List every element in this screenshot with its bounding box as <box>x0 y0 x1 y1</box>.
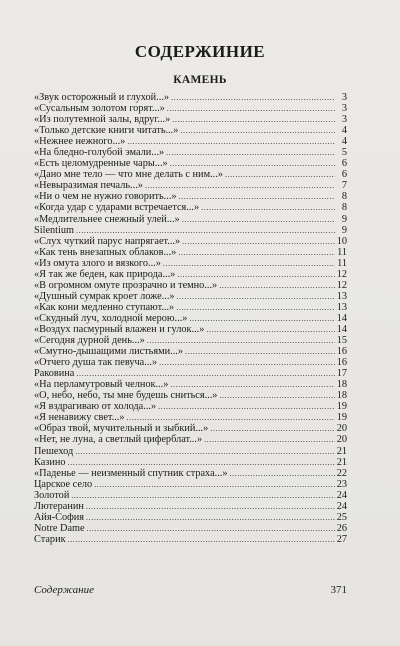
dot-leader <box>225 169 335 180</box>
dot-leader <box>71 490 334 501</box>
toc-entry-title: «Слух чуткий парус напрягает...» <box>34 235 181 247</box>
toc-entry-page: 4 <box>341 125 347 137</box>
toc-entry-title: Silentium <box>34 224 75 236</box>
dot-leader <box>179 191 335 202</box>
toc-entry-title: «Сусальным золотом горят...» <box>34 103 165 115</box>
toc-entry <box>34 147 347 158</box>
dot-leader <box>147 335 335 346</box>
toc-entry-title: «Образ твой, мучительный и зыбкий...» <box>34 423 209 435</box>
toc-entry <box>34 335 347 346</box>
toc-entry <box>34 191 347 202</box>
toc-entry-title: «Из полутемной залы, вдруг...» <box>34 114 171 126</box>
toc-entry-title: «Смутно-дышащими листьями...» <box>34 346 184 358</box>
toc-entry-page: 20 <box>336 423 347 435</box>
toc-entry-page: 3 <box>341 92 347 103</box>
toc-entry-page: 19 <box>336 412 347 424</box>
toc-entry <box>34 390 347 401</box>
toc-entry-page: 14 <box>336 312 347 324</box>
toc-entry-title: «Невыразимая печаль...» <box>34 180 143 192</box>
toc-entry <box>34 302 347 313</box>
dot-leader <box>166 147 335 158</box>
toc-entry-title: «Я вздрагиваю от холода...» <box>34 401 157 413</box>
toc-entry-title: Notre Dame <box>34 522 85 534</box>
dot-leader <box>219 280 335 291</box>
toc-entry-page: 7 <box>341 180 347 192</box>
toc-entry-page: 11 <box>337 246 347 258</box>
toc-entry <box>34 446 347 457</box>
dot-leader <box>158 401 335 412</box>
dot-leader <box>127 412 335 423</box>
dot-leader <box>170 158 335 169</box>
toc-entry <box>34 357 347 368</box>
toc-entry-title: «Паденье — неизменный спутник страха...» <box>34 467 228 479</box>
toc-entry-page: 17 <box>336 368 347 380</box>
toc-entry-title: «Скудный луч, холодной мерою...» <box>34 312 188 324</box>
toc-entry <box>34 225 347 236</box>
toc-entry-page: 3 <box>341 114 347 126</box>
dot-leader <box>163 258 335 269</box>
toc-entry <box>34 269 347 280</box>
dot-leader <box>177 291 335 302</box>
toc-entry-page: 18 <box>336 379 347 391</box>
toc-entry <box>34 523 347 534</box>
toc-entry <box>34 501 347 512</box>
toc-entry <box>34 423 347 434</box>
toc-entry-page: 10 <box>336 235 347 247</box>
dot-leader <box>176 302 334 313</box>
toc-entry-page: 23 <box>336 478 347 490</box>
dot-leader <box>75 446 334 457</box>
dot-leader <box>86 501 335 512</box>
toc-entry-title: «Как тень внезапных облаков...» <box>34 246 177 258</box>
toc-entry <box>34 346 347 357</box>
toc-entry <box>34 247 347 258</box>
toc-entry-title: Царское село <box>34 478 93 490</box>
toc-entry <box>34 103 347 114</box>
toc-entry-page: 20 <box>336 434 347 446</box>
toc-entry-page: 22 <box>336 467 347 479</box>
toc-entry-title: «Отчего душа так певуча...» <box>34 357 158 369</box>
running-footer-title: Содержание <box>34 584 95 596</box>
toc-entry-title: Старик <box>34 533 66 545</box>
toc-entry <box>34 479 347 490</box>
toc-entry <box>34 125 347 136</box>
toc-entry-title: Айя-София <box>34 511 85 523</box>
toc-entry-page: 9 <box>341 213 347 225</box>
dot-leader <box>182 236 335 247</box>
toc-entry <box>34 379 347 390</box>
toc-entry-title: «Медлительнее снежный улей...» <box>34 213 180 225</box>
dot-leader <box>171 92 335 103</box>
dot-leader <box>201 202 335 213</box>
toc-entry-title: «Душный сумрак кроет ложе...» <box>34 290 175 302</box>
toc-entry-title: «Есть целомудренные чары...» <box>34 158 168 170</box>
toc-entry-title: «Ни о чем не нужно говорить...» <box>34 191 177 203</box>
toc-entry-page: 27 <box>336 533 347 545</box>
page-title: СОДЕРЖИНИЕ <box>134 42 266 61</box>
dot-leader <box>180 125 335 136</box>
toc-entry-page: 16 <box>336 357 347 369</box>
toc-entry-page: 25 <box>336 511 347 523</box>
dot-leader <box>159 357 335 368</box>
toc-entry-page: 13 <box>336 301 347 313</box>
page-footer <box>34 584 347 596</box>
toc-entry <box>34 313 347 324</box>
toc-entry <box>34 412 347 423</box>
dot-leader <box>170 379 334 390</box>
dot-leader <box>167 103 335 114</box>
page-number: 371 <box>330 584 347 596</box>
toc-entry-title: «На бледно-голубой эмали...» <box>34 147 165 159</box>
dot-leader <box>206 324 334 335</box>
toc-entry-title: Казино <box>34 456 66 468</box>
toc-entry-page: 19 <box>336 401 347 413</box>
toc-entry <box>34 490 347 501</box>
toc-entry-page: 9 <box>341 224 347 236</box>
toc-entry <box>34 401 347 412</box>
toc-entry <box>34 180 347 191</box>
toc-entry-page: 24 <box>336 500 347 512</box>
toc-entry <box>34 434 347 445</box>
toc-entry-title: «Воздух пасмурный влажен и гулок...» <box>34 323 205 335</box>
dot-leader <box>210 423 334 434</box>
toc-entry <box>34 236 347 247</box>
toc-entry-page: 6 <box>341 158 347 170</box>
toc-entry-page: 14 <box>336 323 347 335</box>
toc-entry <box>34 512 347 523</box>
dot-leader <box>189 313 334 324</box>
toc-entry <box>34 280 347 291</box>
toc-entry-title: «Когда удар с ударами встречается...» <box>34 202 200 214</box>
toc-entry-title: «Нежнее нежного...» <box>34 136 126 148</box>
toc-entry-page: 3 <box>341 103 347 115</box>
toc-entry <box>34 214 347 225</box>
toc-entry-page: 13 <box>336 290 347 302</box>
dot-leader <box>178 247 335 258</box>
toc-entry-title: «Я так же беден, как природа...» <box>34 268 176 280</box>
toc-entry <box>34 291 347 302</box>
dot-leader <box>76 225 335 236</box>
toc-entry-title: Лютеранин <box>34 500 84 512</box>
dot-leader <box>87 523 335 534</box>
dot-leader <box>127 136 335 147</box>
toc-entry-title: «Я ненавижу свет...» <box>34 412 125 424</box>
toc-entry-page: 8 <box>341 202 347 214</box>
dot-leader <box>219 390 334 401</box>
toc-entry-page: 11 <box>337 257 347 269</box>
toc-entry-title: «Звук осторожный и глухой...» <box>34 92 170 103</box>
toc-entry <box>34 158 347 169</box>
toc-entry-title: Раковина <box>34 368 75 380</box>
dot-leader <box>172 114 335 125</box>
toc-entry <box>34 468 347 479</box>
toc-entry-title: «О, небо, небо, ты мне будешь сниться...» <box>34 390 218 402</box>
toc-entry-page: 12 <box>336 268 347 280</box>
dot-leader <box>204 434 335 445</box>
dot-leader <box>230 468 335 479</box>
toc-entry-page: 5 <box>341 147 347 159</box>
dot-leader <box>185 346 335 357</box>
table-of-contents <box>34 92 347 545</box>
toc-entry-page: 6 <box>341 169 347 181</box>
toc-entry-title: «Только детские книги читать...» <box>34 125 179 137</box>
toc-entry-page: 16 <box>336 346 347 358</box>
toc-entry-page: 4 <box>341 136 347 148</box>
dot-leader <box>86 512 335 523</box>
toc-entry <box>34 258 347 269</box>
dot-leader <box>68 457 335 468</box>
toc-entry <box>34 114 347 125</box>
toc-entry-title: Золотой <box>34 489 70 501</box>
toc-entry-page: 12 <box>336 279 347 291</box>
toc-entry-page: 26 <box>336 522 347 534</box>
toc-entry-title: «Как кони медленно ступают...» <box>34 301 175 313</box>
toc-entry <box>34 368 347 379</box>
toc-entry <box>34 324 347 335</box>
dot-leader <box>94 479 335 490</box>
toc-entry-page: 24 <box>336 489 347 501</box>
toc-entry-title: «Из омута злого и вязкого...» <box>34 257 161 269</box>
dot-leader <box>177 269 334 280</box>
toc-entry-page: 8 <box>341 191 347 203</box>
toc-entry-title: «На перламутровый челнок...» <box>34 379 169 391</box>
toc-entry-title: «Сегодня дурной день...» <box>34 335 145 347</box>
toc-entry <box>34 136 347 147</box>
toc-entry-title: «В огромном омуте прозрачно и темно...» <box>34 279 218 291</box>
dot-leader <box>145 180 335 191</box>
toc-entry-title: Пешеход <box>34 445 74 457</box>
toc-entry <box>34 534 347 545</box>
toc-entry <box>34 92 347 103</box>
toc-entry-title: «Нет, не луна, а светлый циферблат...» <box>34 434 203 446</box>
toc-entry-title: «Дано мне тело — что мне делать с ним...» <box>34 169 223 181</box>
toc-entry <box>34 169 347 180</box>
toc-entry <box>34 202 347 213</box>
toc-entry-page: 21 <box>336 445 347 457</box>
section-heading: КАМЕНЬ <box>173 74 227 86</box>
toc-entry-page: 15 <box>336 335 347 347</box>
dot-leader <box>68 534 335 545</box>
toc-entry-page: 18 <box>336 390 347 402</box>
toc-entry <box>34 457 347 468</box>
toc-entry-page: 21 <box>336 456 347 468</box>
dot-leader <box>76 368 334 379</box>
dot-leader <box>182 214 335 225</box>
